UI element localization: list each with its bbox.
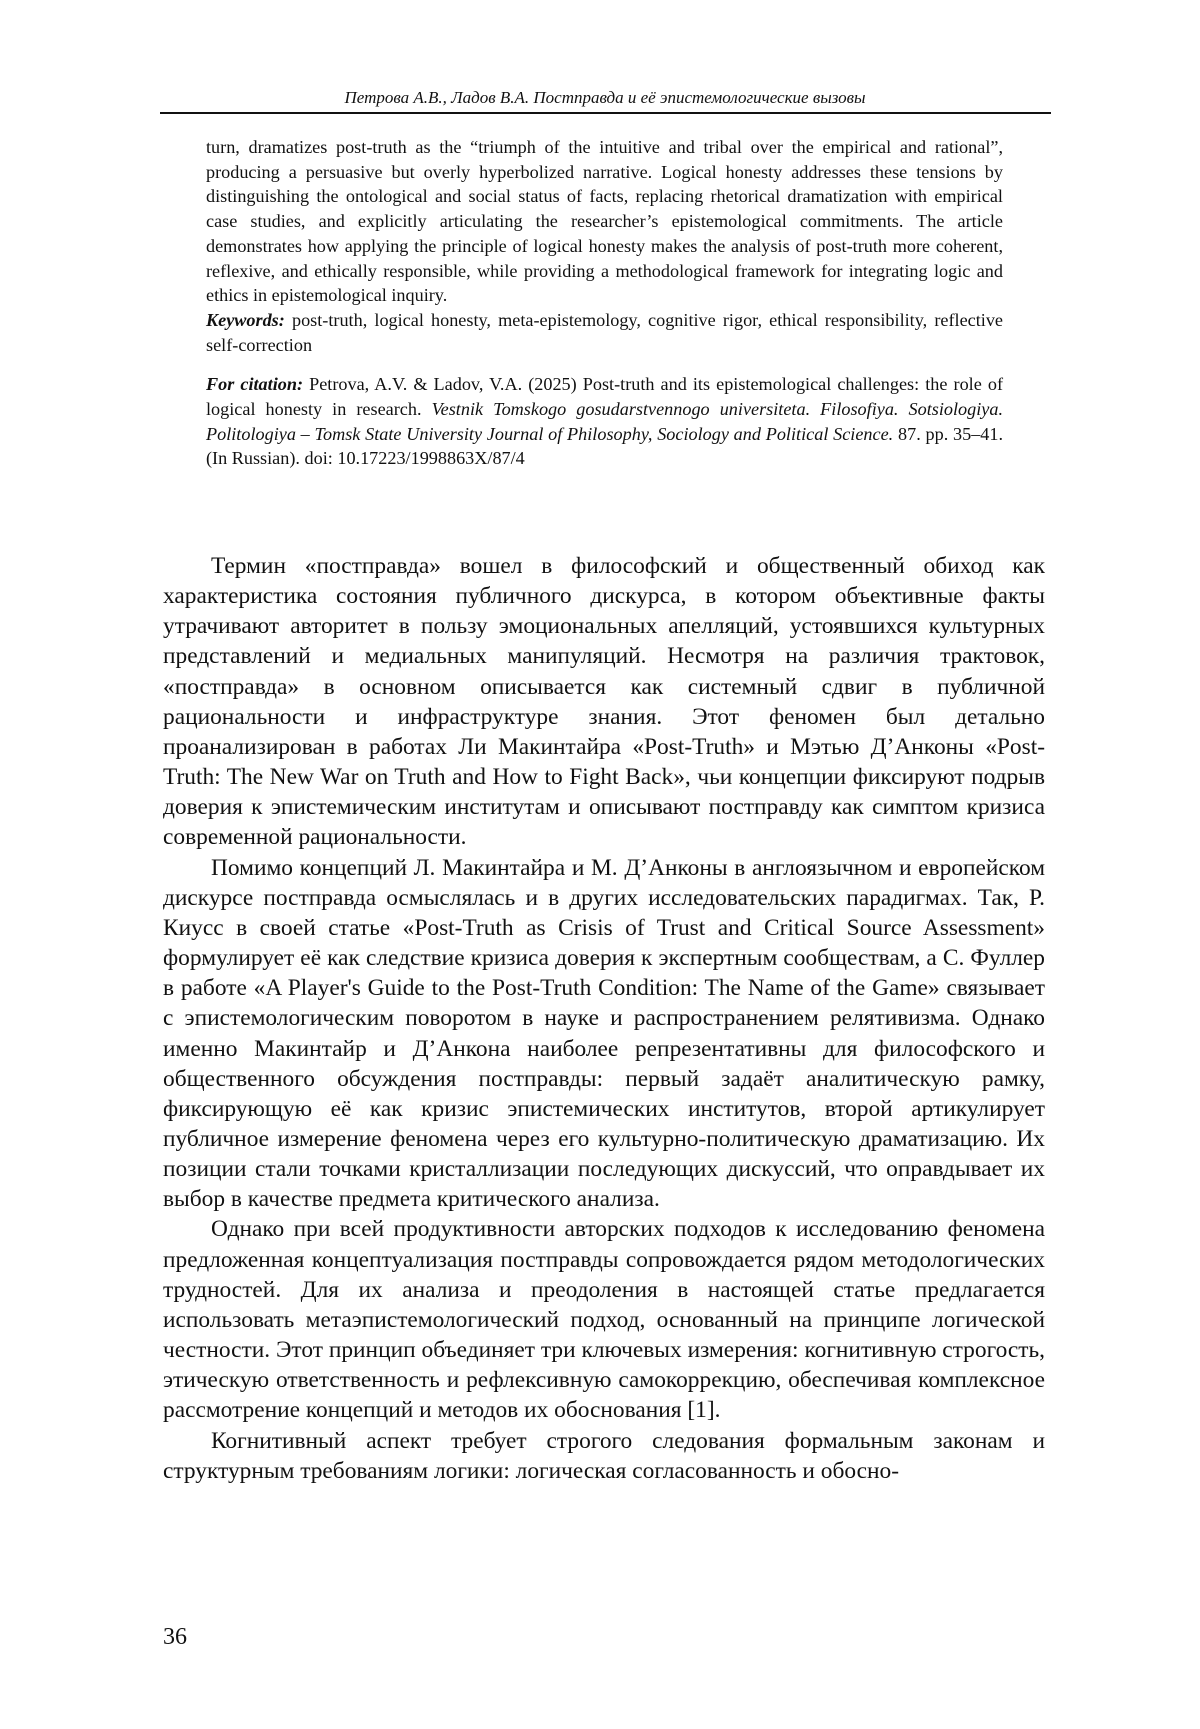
citation-journal: Vestnik Tomskogo gosudarstvennogo universiteta. Filosofiya. Sotsiologiya. Politologiya – Tomsk State University Journal of Philosophy, Sociology and Political Science. — [206, 399, 1003, 444]
abstract-block — [206, 135, 1003, 471]
body-paragraph: Термин «постправда» вошел в философский и общественный обиход как характеристика состояния публичного дискурса, в котором объективные факты утрачивают авторитет в пользу эмоциональных апелляций, устоявшихся культурных представлений и медиальных манипуляций. Несмотря на различия трактовок, «постправда» в основном описывается как системный сдвиг в публичной рациональности и инфраструктуре знания. Этот феномен был детально проанализирован в работах Ли Макинтайра «Post-Truth» и Мэтью Д’Анконы «Post-Truth: The New War on Truth and How to Fight Back», чьи концепции фиксируют подрыв доверия к эпистемическим институтам и описывают постправду как симптом кризиса современной рациональности. — [163, 553, 1045, 851]
body-text — [163, 551, 1045, 1486]
body-paragraph: Однако при всей продуктивности авторских подходов к исследованию феномена предложенная концептуализация постправды сопровождается рядом методологических трудностей. Для их анализа и преодоления в настоящей статье предлагается использовать метаэпистемологический подход, основанный на принципе логической честности. Этот принцип объединяет три ключевых измерения: когнитивную строгость, этическую ответственность и рефлексивную самокоррекцию, обеспечивая комплексное рассмотрение концепций и методов их обоснования [1]. — [163, 1216, 1045, 1424]
citation-details: 87. pp. 35–41. (In Russian). doi: 10.17223/1998863X/87/4 — [206, 423, 1004, 469]
header-rule — [160, 112, 1051, 114]
citation — [206, 372, 1003, 471]
body-paragraph: Помимо концепций Л. Макинтайра и М. Д’Анконы в англоязычном и европейском дискурсе постправда осмыслялась и в других исследовательских парадигмах. Так, Р. Киусс в своей статье «Post-Truth as Crisis of Trust and Critical Source Assessment» формулирует её как следствие кризиса доверия к экспертным сообществам, а С. Фуллер в работе «A Player's Guide to the Post-Truth Condition: The Name of the Game» связывает с эпистемологическим поворотом в науке и распространением релятивизма. Однако именно Макинтайр и Д’Анкона наиболее репрезентативны для философского и общественного обсуждения постправды: первый задаёт аналитическую рамку, фиксирующую её как кризис эпистемических институтов, второй артикулирует публичное измерение феномена через его культурно-политическую драматизацию. Их позиции стали точками кристаллизации последующих дискуссий, что оправдывает их выбор в качестве предмета критического анализа. — [163, 854, 1045, 1213]
citation-authors-title: Petrova, A.V. & Ladov, V.A. (2025) Post-truth and its epistemological challenges: the role of logical honesty in research. — [206, 374, 1003, 420]
keywords-label: Keywords: — [206, 309, 285, 330]
keywords — [206, 308, 1003, 357]
page-number: 36 — [163, 1624, 187, 1650]
body-paragraph: Когнитивный аспект требует строгого следования формальным законам и структурным требованиям логики: логическая согласованность и обосно- — [163, 1427, 1045, 1484]
running-header: Петрова А.В., Ладов В.А. Постправда и её эпистемологические вызовы — [344, 88, 866, 107]
citation-label: For citation: — [206, 374, 304, 395]
abstract-text: turn, dramatizes post-truth as the “triumph of the intuitive and tribal over the empirical and rational”, producing a persuasive but overly hyperbolized narrative. Logical honesty addresses these tensions by distinguishing the ontological and social status of facts, replacing rhetorical dramatization with empirical case studies, and explicitly articulating the researcher’s epistemological commitments. The article demonstrates how applying the principle of logical honesty makes the analysis of post-truth more coherent, reflexive, and ethically responsible, while providing a methodological framework for integrating logic and ethics in epistemological inquiry. — [206, 137, 1003, 306]
keywords-text: post-truth, logical honesty, meta-epistemology, cognitive rigor, ethical responsibility, reflective self-correction — [206, 309, 1003, 355]
